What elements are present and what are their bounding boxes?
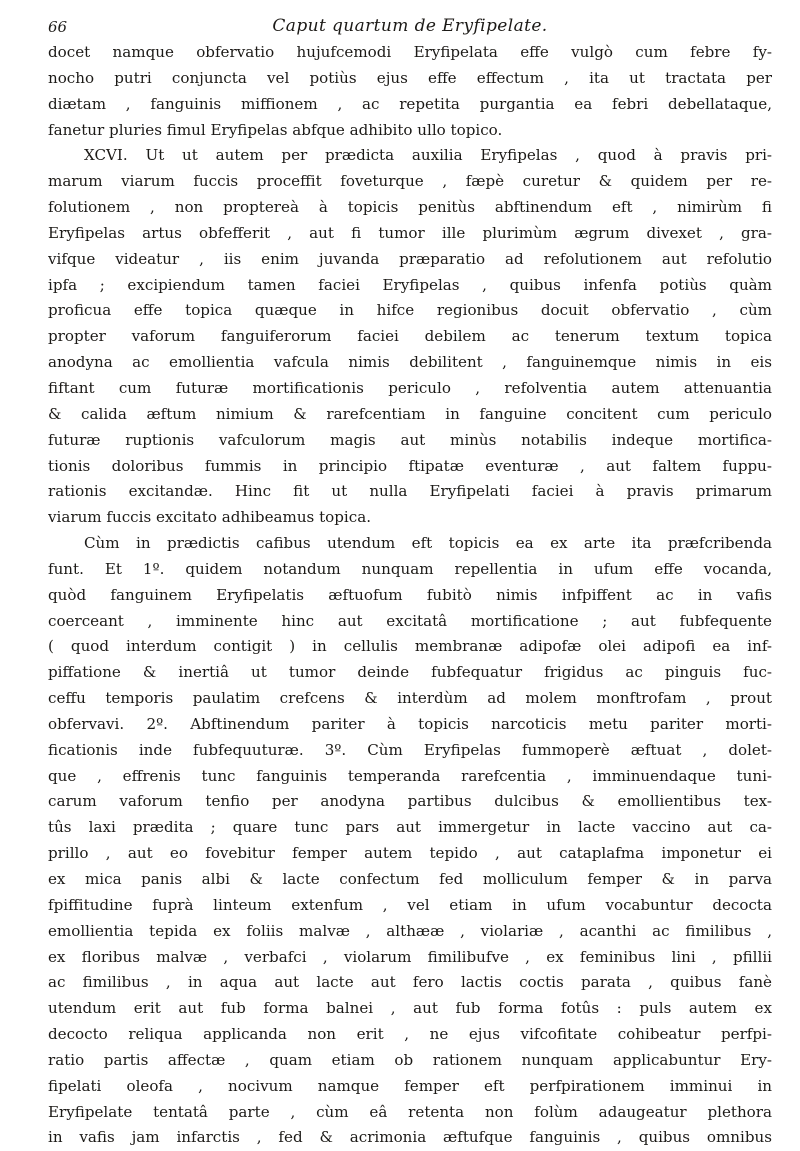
text-line: funt. Et 1º. quidem notandum nunquam repellentia in ufum effe vocanda, xyxy=(48,559,772,578)
text-line: ficationis inde fubfequuturæ. 3º. Cùm Eryfipelas fummoperè æftuat , dolet- xyxy=(48,740,772,759)
text-line: obfervavi. 2º. Abftinendum pariter à topicis narcoticis metu pariter morti- xyxy=(48,714,772,733)
page-header xyxy=(48,14,772,40)
text-line: XCVI. Ut ut autem per prædicta auxilia Eryfipelas , quod à pravis pri- xyxy=(84,146,772,165)
body-text xyxy=(48,40,772,1151)
text-line: fiftant cum futuræ mortificationis periculo , refolventia autem attenuantia xyxy=(48,378,772,397)
text-line: viarum fuccis excitato adhibeamus topica. xyxy=(48,508,371,527)
page-number: 66 xyxy=(48,18,68,36)
text-line: Cùm in prædictis cafibus utendum eft topicis ea ex arte ita præfcribenda xyxy=(84,534,772,553)
text-line: Eryfipelate tentatâ parte , cùm eâ retenta non folùm adaugeatur plethora xyxy=(48,1102,772,1121)
text-line: ratio partis affectæ , quam etiam ob rationem nunquam applicabuntur Ery- xyxy=(48,1050,772,1069)
text-line: utendum erit aut fub forma balnei , aut fub forma fotûs : puls autem ex xyxy=(48,999,772,1018)
text-line: que , effrenis tunc fanguinis temperanda rarefcentia , imminuendaque tuni- xyxy=(48,766,772,785)
text-line: Eryfipelas artus obfefferit , aut fi tumor ille plurimùm ægrum divexet , gra- xyxy=(48,223,772,242)
text-line: prillo , aut eo fovebitur femper autem tepido , aut cataplafma imponetur ei xyxy=(48,844,772,863)
text-line: & calida æftum nimium & rarefcentiam in fanguine concitent cum periculo xyxy=(48,404,772,423)
text-line: marum viarum fuccis proceffit foveturque , fæpè curetur & quidem per re- xyxy=(48,172,772,191)
running-title: Caput quartum de Eryfipelate. xyxy=(272,16,548,36)
text-line: anodyna ac emollientia vafcula nimis debilitent , fanguinemque nimis in eis xyxy=(48,353,772,372)
text-line: coerceant , imminente hinc aut excitatâ mortificatione ; aut fubfequente xyxy=(48,611,772,630)
text-line: quòd fanguinem Eryfipelatis æftuofum fubitò nimis infpiffent ac in vafis xyxy=(48,585,772,604)
text-line: carum vaforum tenfio per anodyna partibus dulcibus & emollientibus tex- xyxy=(48,792,772,811)
text-line: proficua effe topica quæque in hifce regionibus docuit obfervatio , cùm xyxy=(48,301,772,320)
text-line: ipfa ; excipiendum tamen faciei Eryfipelas , quibus infenfa potiùs quàm xyxy=(48,275,772,294)
text-line: fipelati oleofa , nocivum namque femper eft perfpirationem imminui in xyxy=(48,1076,772,1095)
text-line: nocho putri conjuncta vel potiùs ejus effe effectum , ita ut tractata per xyxy=(48,68,772,87)
text-line: fanetur pluries fimul Eryfipelas abfque adhibito ullo topico. xyxy=(48,120,503,139)
text-line: fpiffitudine fuprà linteum extenfum , vel etiam in ufum vocabuntur decocta xyxy=(48,895,772,914)
text-line: emollientia tepida ex foliis malvæ , althææ , violariæ , acanthi ac fimilibus , xyxy=(48,921,772,940)
text-line: ( quod interdum contigit ) in cellulis membranæ adipofæ olei adipofi ea inf- xyxy=(48,637,772,656)
text-line: piffatione & inertiâ ut tumor deinde fubfequatur frigidus ac pinguis fuc- xyxy=(48,663,772,682)
text-line: ex floribus malvæ , verbafci , violarum fimilibufve , ex feminibus lini , pfillii xyxy=(48,947,772,966)
text-line: decocto reliqua applicanda non erit , ne ejus vifcofitate cohibeatur perfpi- xyxy=(48,1025,772,1044)
text-line: futuræ ruptionis vafculorum magis aut minùs notabilis indeque mortifica- xyxy=(48,430,772,449)
text-line: rationis excitandæ. Hinc fit ut nulla Eryfipelati faciei à pravis primarum xyxy=(48,482,772,501)
text-line: tionis doloribus fummis in principio ftipatæ eventuræ , aut faltem fuppu- xyxy=(48,456,772,475)
text-line: vifque videatur , iis enim juvanda præparatio ad refolutionem aut refolutio xyxy=(48,249,772,268)
text-line: propter vaforum fanguiferorum faciei debilem ac tenerum textum topica xyxy=(48,327,772,346)
text-line: diætam , fanguinis miffionem , ac repetita purgantia ea febri debellataque, xyxy=(48,94,772,113)
text-line: docet namque obfervatio hujufcemodi Eryfipelata effe vulgò cum febre fy- xyxy=(48,43,772,61)
text-line: tûs laxi prædita ; quare tunc pars aut immergetur in lacte vaccino aut ca- xyxy=(48,818,772,837)
text-line: ex mica panis albi & lacte confectum fed molliculum femper & in parva xyxy=(48,870,772,888)
text-line: ceffu temporis paulatim crefcens & interdùm ad molem monftrofam , prout xyxy=(48,689,772,708)
text-line: folutionem , non proptereà à topicis penitùs abftinendum eft , nimirùm fi xyxy=(48,198,772,217)
text-line: in vafis jam infarctis , fed & acrimonia æftufque fanguinis , quibus omnibus xyxy=(48,1128,772,1147)
text-line: ac fimilibus , in aqua aut lacte aut fero lactis coctis parata , quibus fanè xyxy=(48,973,772,992)
